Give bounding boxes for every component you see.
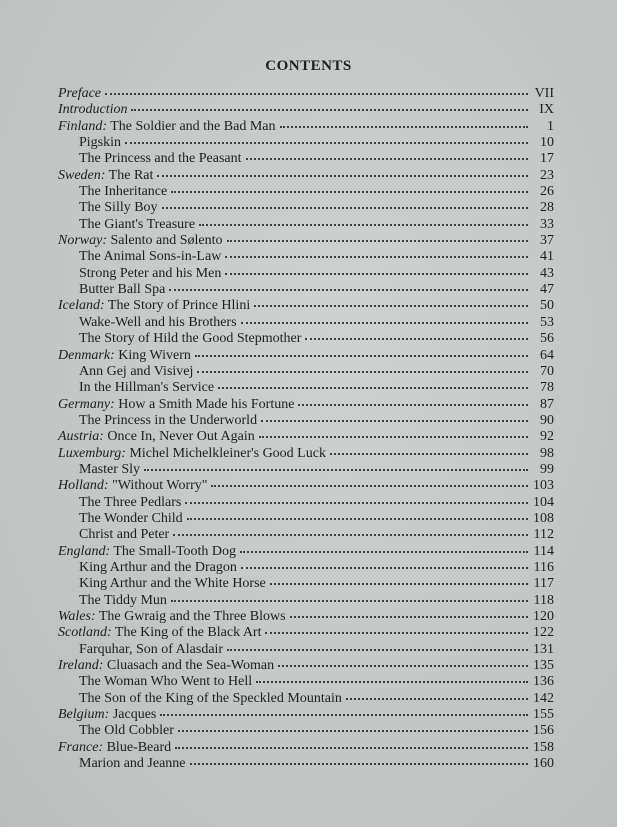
toc-entry-title — [79, 691, 342, 707]
toc-page-number: 47 — [540, 282, 554, 298]
toc-page-number: 26 — [540, 184, 554, 200]
toc-leader-dots — [105, 93, 528, 95]
toc-page-number: 1 — [547, 118, 554, 134]
toc-story-title: Farquhar, Son of Alasdair — [79, 641, 224, 657]
toc-entry-title — [79, 200, 158, 216]
toc-leader-dots — [171, 600, 528, 602]
toc-page-number: 43 — [540, 265, 554, 281]
toc-country-name: Belgium: — [58, 707, 110, 723]
toc-entry-title — [79, 315, 237, 331]
toc-story-title: Blue-Beard — [103, 739, 172, 755]
toc-entry-title — [58, 168, 153, 184]
toc-entry-title — [79, 756, 186, 772]
toc-leader-dots — [227, 240, 529, 242]
toc-entry-title — [79, 266, 221, 282]
toc-leader-dots — [175, 747, 528, 749]
toc-country-name: France: — [58, 739, 104, 755]
toc-page-number: 135 — [533, 658, 554, 674]
toc-entry — [58, 658, 554, 674]
toc-country-name: Iceland: — [58, 298, 105, 314]
toc-story-title: The Three Pedlars — [79, 494, 182, 510]
toc-story-title: King Wivern — [114, 347, 191, 363]
toc-page-number: 155 — [533, 707, 554, 723]
toc-leader-dots — [259, 436, 528, 438]
toc-entry — [58, 740, 554, 756]
toc-story-title: Ann Gej and Visivej — [79, 363, 194, 379]
toc-story-title: The Wonder Child — [79, 510, 183, 526]
toc-page-number: 33 — [540, 216, 554, 232]
toc-leader-dots — [173, 534, 528, 536]
toc-leader-dots — [254, 305, 528, 307]
toc-entry — [58, 429, 554, 445]
toc-entry — [58, 380, 554, 396]
toc-leader-dots — [157, 175, 528, 177]
toc-leader-dots — [290, 616, 528, 618]
toc-page-number: VII — [534, 86, 554, 101]
toc-page-number: 131 — [533, 641, 554, 657]
toc-story-title: Butter Ball Spa — [79, 282, 166, 298]
toc-entry-title — [79, 527, 169, 543]
toc-story-title: Strong Peter and his Men — [79, 265, 222, 281]
toc-leader-dots — [162, 207, 528, 209]
toc-story-title: How a Smith Made his Fortune — [114, 396, 295, 412]
toc-story-title: The Story of Hild the Good Stepmother — [79, 331, 302, 347]
toc-story-title: The Soldier and the Bad Man — [107, 118, 276, 134]
toc-leader-dots — [190, 763, 528, 765]
toc-story-title: Wake-Well and his Brothers — [79, 314, 237, 330]
toc-story-title: The Rat — [105, 167, 154, 183]
toc-entry — [58, 756, 554, 772]
toc-page-number: 56 — [540, 331, 554, 347]
toc-page-number: 142 — [533, 690, 554, 706]
toc-page-number: 99 — [540, 461, 554, 477]
toc-entry — [58, 593, 554, 609]
toc-country-name: Germany: — [58, 396, 115, 412]
toc-entry — [58, 495, 554, 511]
toc-leader-dots — [256, 681, 528, 683]
toc-leader-dots — [178, 730, 528, 732]
toc-entry — [58, 527, 554, 543]
toc-page-number: 78 — [540, 380, 554, 396]
toc-story-title: The Gwraig and the Three Blows — [95, 609, 286, 624]
toc-page-number: 117 — [533, 576, 554, 592]
toc-country-name: Wales: — [58, 609, 96, 624]
toc-leader-dots — [197, 371, 528, 373]
toc-leader-dots — [131, 109, 528, 111]
toc-leader-dots — [261, 420, 528, 422]
toc-entry — [58, 609, 554, 625]
toc-story-title: The Story of Prince Hlini — [104, 298, 251, 314]
toc-country-name: Holland: — [58, 478, 109, 494]
toc-entry-title — [58, 348, 191, 364]
toc-page-number: 120 — [533, 609, 554, 624]
toc-page-number: 87 — [540, 396, 554, 412]
toc-story-title: The Son of the King of the Speckled Mountain — [79, 690, 342, 706]
toc-entry — [58, 119, 554, 135]
toc-entry — [58, 200, 554, 216]
toc-entry-title — [79, 462, 140, 478]
toc-leader-dots — [305, 338, 528, 340]
toc-entry — [58, 625, 554, 641]
toc-entry — [58, 102, 554, 118]
toc-leader-dots — [280, 126, 529, 128]
toc-story-title: King Arthur and the Dragon — [79, 559, 237, 575]
toc-story-title: Marion and Jeanne — [79, 756, 186, 772]
toc-entry — [58, 266, 554, 282]
toc-country-name: Norway: — [58, 233, 107, 249]
toc-page-number: 104 — [533, 494, 554, 510]
toc-country-name: England: — [58, 543, 111, 559]
toc-story-title: The Inheritance — [79, 184, 168, 200]
toc-page-number: 114 — [533, 543, 554, 559]
toc-page-number: 116 — [533, 559, 554, 575]
toc-entry — [58, 723, 554, 739]
toc-entry-title — [79, 380, 214, 396]
toc-entry-title — [58, 397, 294, 413]
toc-page-number: 17 — [540, 151, 554, 167]
toc-entry-title — [79, 723, 174, 739]
toc-country-name: Scotland: — [58, 625, 112, 641]
toc-entry — [58, 446, 554, 462]
toc-entry-title — [79, 217, 195, 233]
toc-entry-title — [79, 511, 183, 527]
toc-entry — [58, 86, 554, 102]
toc-leader-dots — [227, 649, 528, 651]
toc-entry — [58, 397, 554, 413]
toc-entry-title — [58, 544, 236, 560]
toc-page-number: 156 — [533, 723, 554, 739]
toc-page-number: 53 — [540, 314, 554, 330]
toc-country-name: Luxemburg: — [58, 445, 126, 461]
toc-entry — [58, 151, 554, 167]
toc-entry — [58, 135, 554, 151]
toc-entry — [58, 184, 554, 200]
toc-country-name: Preface — [58, 86, 102, 101]
toc-story-title: The Silly Boy — [79, 200, 158, 216]
toc-entry — [58, 364, 554, 380]
toc-page-number: 90 — [540, 412, 554, 428]
toc-story-title: Pigskin — [79, 135, 122, 151]
toc-leader-dots — [241, 567, 528, 569]
toc-entry-title — [58, 102, 127, 118]
toc-entry-title — [79, 184, 167, 200]
toc-entry — [58, 331, 554, 347]
toc-entry-title — [79, 560, 237, 576]
toc-entry — [58, 168, 554, 184]
toc-entry-title — [58, 609, 286, 625]
toc-entry-title — [58, 446, 326, 462]
toc-leader-dots — [185, 502, 528, 504]
toc-story-title: The Animal Sons-in-Law — [79, 249, 222, 265]
toc-entry-title — [58, 86, 101, 102]
toc-story-title: The Old Cobbler — [79, 723, 174, 739]
toc-leader-dots — [346, 698, 528, 700]
toc-leader-dots — [278, 665, 528, 667]
toc-page-number: 37 — [540, 233, 554, 249]
toc-story-title: The King of the Black Art — [111, 625, 262, 641]
toc-entry — [58, 348, 554, 364]
toc-page-number: 92 — [540, 429, 554, 445]
toc-leader-dots — [241, 322, 528, 324]
toc-entry — [58, 674, 554, 690]
table-of-contents — [58, 86, 554, 772]
toc-story-title: Michel Michelkleiner's Good Luck — [125, 445, 326, 461]
toc-entry — [58, 707, 554, 723]
toc-story-title: The Giant's Treasure — [79, 216, 196, 232]
toc-entry — [58, 315, 554, 331]
toc-entry-title — [79, 282, 165, 298]
toc-story-title: In the Hillman's Service — [79, 380, 215, 396]
toc-entry-title — [58, 233, 223, 249]
contents-heading: CONTENTS — [265, 58, 352, 74]
toc-leader-dots — [225, 256, 528, 258]
toc-page-number: 118 — [533, 592, 554, 608]
toc-entry-title — [79, 495, 181, 511]
toc-country-name: Denmark: — [58, 347, 115, 363]
toc-entry — [58, 544, 554, 560]
toc-leader-dots — [199, 224, 528, 226]
toc-entry-title — [79, 674, 252, 690]
toc-entry — [58, 511, 554, 527]
toc-story-title: The Princess in the Underworld — [79, 412, 258, 428]
toc-entry-title — [58, 707, 156, 723]
toc-entry-title — [58, 429, 255, 445]
toc-leader-dots — [171, 191, 528, 193]
toc-entry-title — [58, 119, 276, 135]
toc-page-number: 64 — [540, 347, 554, 363]
toc-page-number: 10 — [540, 135, 554, 151]
toc-leader-dots — [265, 632, 528, 634]
toc-story-title: Cluasach and the Sea-Woman — [103, 658, 275, 674]
toc-leader-dots — [160, 714, 528, 716]
toc-entry — [58, 560, 554, 576]
toc-entry-title — [79, 593, 167, 609]
toc-leader-dots — [240, 551, 528, 553]
toc-country-name: Austria: — [58, 429, 104, 445]
toc-leader-dots — [187, 518, 528, 520]
toc-entry — [58, 642, 554, 658]
toc-leader-dots — [125, 142, 528, 144]
toc-leader-dots — [169, 289, 528, 291]
toc-leader-dots — [195, 355, 528, 357]
toc-country-name: Introduction — [58, 102, 128, 118]
toc-story-title: The Princess and the Peasant — [79, 151, 242, 167]
toc-entry — [58, 217, 554, 233]
toc-leader-dots — [330, 453, 528, 455]
toc-entry-title — [79, 576, 266, 592]
toc-country-name: Ireland: — [58, 658, 104, 674]
toc-leader-dots — [225, 273, 528, 275]
toc-entry — [58, 282, 554, 298]
toc-entry — [58, 691, 554, 707]
toc-entry — [58, 576, 554, 592]
toc-story-title: The Woman Who Went to Hell — [79, 674, 253, 690]
toc-entry — [58, 478, 554, 494]
toc-story-title: Once In, Never Out Again — [103, 429, 255, 445]
toc-story-title: "Without Worry" — [108, 478, 208, 494]
toc-story-title: King Arthur and the White Horse — [79, 576, 266, 592]
toc-story-title: Jacques — [109, 707, 157, 723]
toc-entry — [58, 298, 554, 314]
toc-leader-dots — [144, 469, 528, 471]
toc-page-number: IX — [539, 102, 554, 118]
toc-leader-dots — [246, 158, 528, 160]
toc-page-number: 50 — [540, 298, 554, 314]
toc-entry — [58, 462, 554, 478]
toc-page-number: 112 — [533, 527, 554, 543]
toc-entry — [58, 233, 554, 249]
toc-entry-title — [79, 413, 257, 429]
toc-leader-dots — [211, 485, 528, 487]
toc-entry-title — [79, 331, 301, 347]
toc-entry-title — [58, 625, 261, 641]
toc-entry-title — [58, 658, 274, 674]
toc-entry-title — [79, 642, 223, 658]
toc-entry — [58, 413, 554, 429]
toc-story-title: The Tiddy Mun — [79, 592, 167, 608]
toc-page-number: 98 — [540, 445, 554, 461]
toc-page-number: 70 — [540, 363, 554, 379]
toc-story-title: Christ and Peter — [79, 527, 170, 543]
toc-entry-title — [58, 740, 171, 756]
toc-page-number: 158 — [533, 739, 554, 755]
toc-leader-dots — [270, 583, 528, 585]
toc-page-number: 136 — [533, 674, 554, 690]
toc-page-number: 41 — [540, 249, 554, 265]
toc-entry-title — [58, 298, 250, 314]
toc-page-number: 28 — [540, 200, 554, 216]
toc-entry-title — [79, 249, 221, 265]
toc-entry-title — [79, 364, 193, 380]
toc-page-number: 103 — [533, 478, 554, 494]
toc-entry-title — [79, 135, 121, 151]
toc-page-number: 160 — [533, 756, 554, 772]
toc-page-number: 23 — [540, 167, 554, 183]
toc-entry — [58, 249, 554, 265]
toc-story-title: Master Sly — [79, 461, 141, 477]
toc-page-number: 108 — [533, 510, 554, 526]
toc-country-name: Finland: — [58, 118, 107, 134]
toc-leader-dots — [218, 387, 528, 389]
toc-page-number: 122 — [533, 625, 554, 641]
toc-entry-title — [58, 478, 207, 494]
toc-leader-dots — [298, 404, 528, 406]
toc-story-title: The Small-Tooth Dog — [110, 543, 237, 559]
toc-country-name: Sweden: — [58, 167, 106, 183]
toc-entry-title — [79, 151, 242, 167]
toc-story-title: Salento and Sølento — [107, 233, 223, 249]
